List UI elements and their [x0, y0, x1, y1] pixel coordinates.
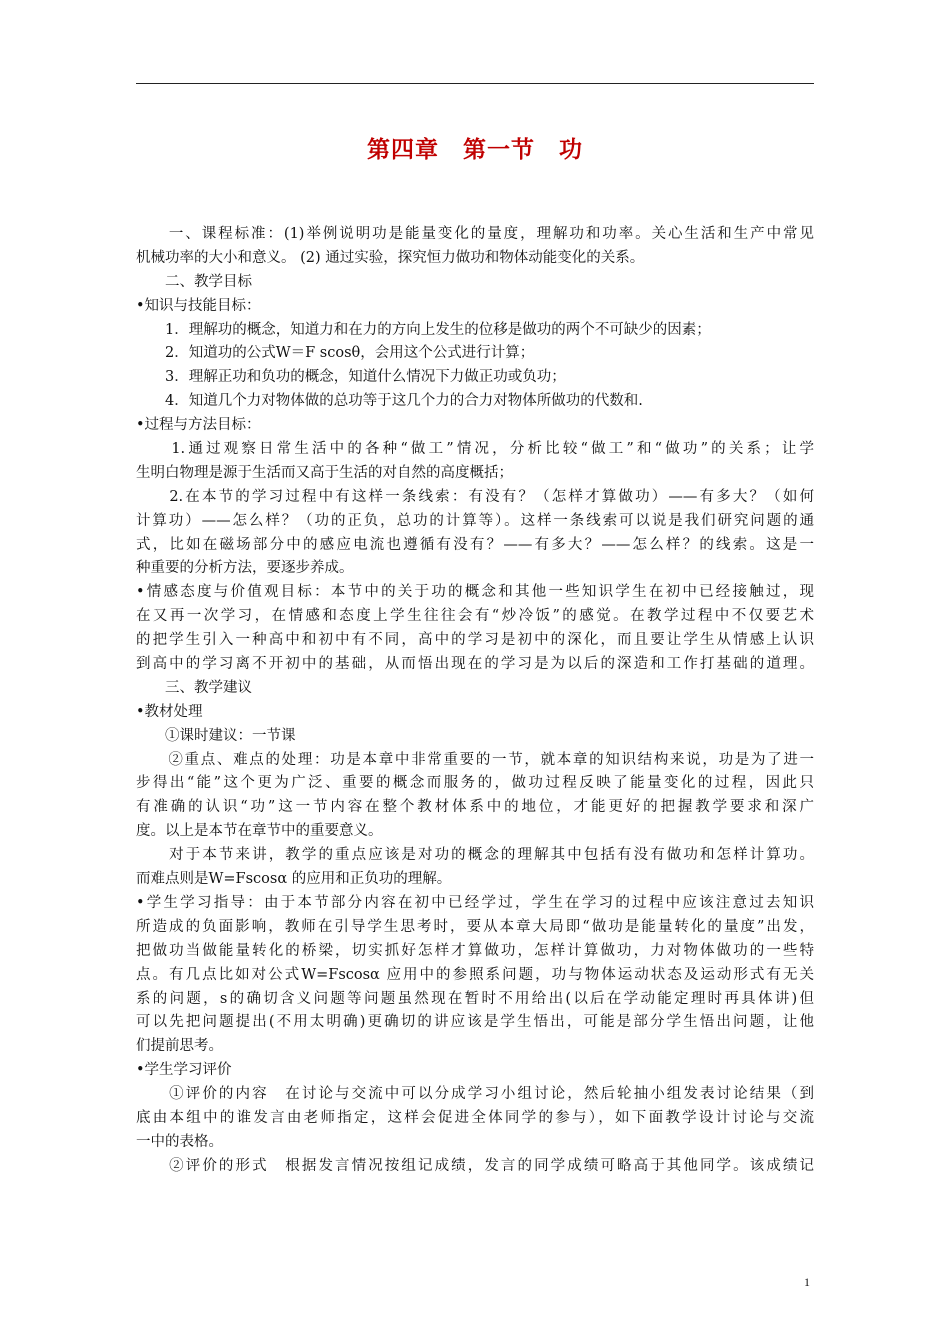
text-line: ①评价的内容 在讨论与交流中可以分成学习小组讨论，然后轮抽小组发表讨论结果（到: [136, 1086, 814, 1103]
text-line: 三、教学建议: [136, 679, 252, 696]
text-line: 度。以上是本节在章节中的重要意义。: [136, 823, 383, 840]
text-line: 计算功）——怎么样？（功的正负，总功的计算等）。这样一条线索可以说是我们研究问题的通: [136, 512, 814, 529]
text-line: •知识与技能目标：: [136, 297, 261, 314]
text-line: 对于本节来讲，教学的重点应该是对功的概念的理解其中包括有没有做功和怎样计算功。: [136, 847, 814, 864]
text-line: 2．知道功的公式W＝F scosθ，会用这个公式进行计算；: [136, 345, 535, 362]
text-line: 们提前思考。: [136, 1038, 223, 1055]
text-line: 一中的表格。: [136, 1133, 223, 1150]
text-line: 步得出“能”这个更为广泛、重要的概念而服务的，做功过程反映了能量变化的过程，因此只: [136, 775, 814, 792]
text-line: •教材处理: [136, 703, 203, 720]
text-line: 所造成的负面影响，教师在引导学生思考时，要从本章大局即“做功是能量转化的量度”出发，: [136, 918, 814, 935]
text-line: 2.在本节的学习过程中有这样一条线索：有没有？（怎样才算做功）——有多大？（如何: [136, 488, 814, 505]
text-line: ②评价的形式 根据发言情况按组记成绩，发言的同学成绩可略高于其他同学。该成绩记: [136, 1157, 814, 1174]
text-line: 点。有几点比如对公式W=Fscosα 应用中的参照系问题，功与物体运动状态及运动形式有无关: [136, 966, 814, 983]
text-line: 1．理解功的概念，知道力和在力的方向上发生的位移是做功的两个不可缺少的因素；: [136, 321, 711, 338]
header-rule: [136, 83, 814, 84]
text-line: 系的问题，s的确切含义问题等问题虽然现在暂时不用给出(以后在学动能定理时再具体讲)但: [136, 990, 814, 1007]
text-line: 底由本组中的谁发言由老师指定，这样会促进全体同学的参与），如下面教学设计讨论与交流: [136, 1109, 814, 1126]
text-line: 到高中的学习离不开初中的基础，从而悟出现在的学习是为以后的深造和工作打基础的道理。: [136, 656, 814, 673]
text-line: 把做功当做能量转化的桥梁，切实抓好怎样才算做功，怎样计算做功，力对物体做功的一些特: [136, 942, 814, 959]
text-line: •学生学习评价: [136, 1062, 232, 1079]
text-line: •情感态度与价值观目标：本节中的关于功的概念和其他一些知识学生在初中已经接触过，现: [136, 584, 814, 601]
text-line: 4．知道几个力对物体做的总功等于这几个力的合力对物体所做功的代数和.: [136, 393, 643, 410]
text-line: 而难点则是W=Fscosα 的应用和正负功的理解。: [136, 871, 452, 888]
page-number: 1: [804, 1275, 810, 1289]
text-line: 有准确的认识“功”这一节内容在整个教材体系中的地位，才能更好的把握教学要求和深广: [136, 799, 814, 816]
text-line: •学生学习指导：由于本节部分内容在初中已经学过，学生在学习的过程中应该注意过去知识: [136, 894, 814, 911]
text-line: 二、教学目标: [136, 273, 252, 290]
page-title: 第四章 第一节 功: [367, 137, 583, 163]
text-line: 1.通过观察日常生活中的各种“做工”情况，分析比较“做工”和“做功”的关系；让学: [136, 441, 814, 458]
text-line: ①课时建议：一节课: [136, 727, 296, 744]
text-line: 机械功率的大小和意义。 (2) 通过实验，探究恒力做功和物体动能变化的关系。: [136, 249, 645, 266]
text-line: 在又再一次学习，在情感和态度上学生往往会有“炒冷饭”的感觉。在教学过程中不仅要艺术: [136, 608, 814, 625]
text-line: •过程与方法目标：: [136, 417, 261, 434]
text-line: 生明白物理是源于生活而又高于生活的对自然的高度概括；: [136, 464, 513, 481]
text-line: ②重点、难点的处理：功是本章中非常重要的一节，就本章的知识结构来说，功是为了进一: [136, 751, 814, 768]
text-line: 种重要的分析方法，要逐步养成。: [136, 560, 354, 577]
text-line: 可以先把问题提出(不用太明确)更确切的讲应该是学生悟出，可能是部分学生悟出问题，让他: [136, 1014, 814, 1031]
text-line: 式，比如在磁场部分中的感应电流也遵循有没有？——有多大？——怎么样？的线索。这是一: [136, 536, 814, 553]
text-line: 3．理解正功和负功的概念，知道什么情况下力做正功或负功；: [136, 369, 566, 386]
text-line: 的把学生引入一种高中和初中有不同，高中的学习是初中的深化，而且要让学生从情感上认识: [136, 632, 814, 649]
document-body: [136, 223, 814, 1179]
text-line: 一、课程标准：(1)举例说明功是能量变化的量度，理解功和功率。关心生活和生产中常见: [136, 226, 814, 242]
